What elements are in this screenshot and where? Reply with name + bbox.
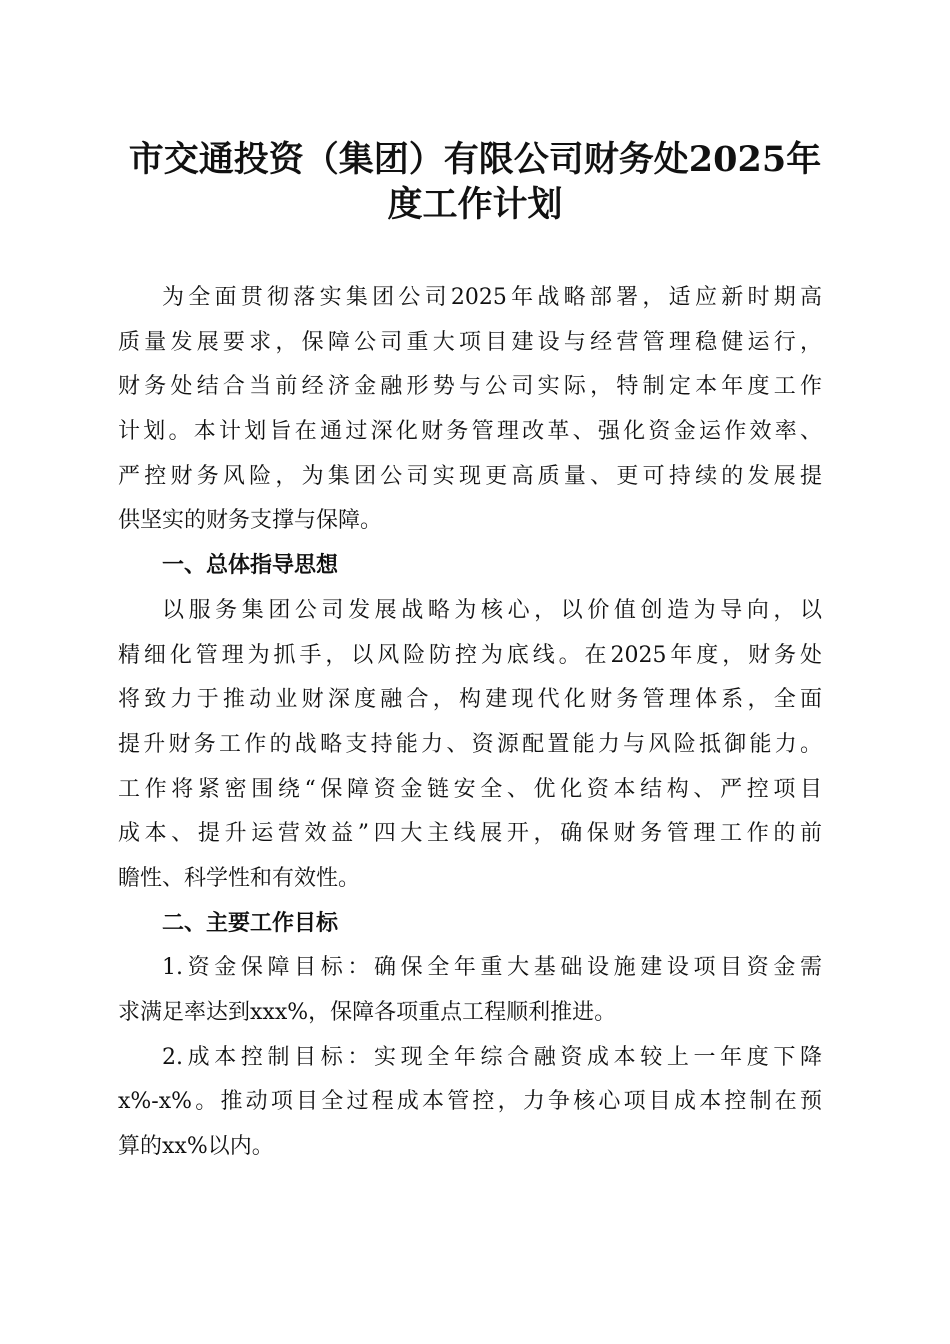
text-line: 财务处结合当前经济金融形势与公司实际，特制定本年度工作 [118, 374, 822, 400]
section-heading: 一、总体指导思想 [162, 553, 339, 579]
text-line: 严控财务风险，为集团公司实现更高质量、更可持续的发展提 [118, 463, 822, 489]
title-line: 度工作计划 [387, 184, 563, 225]
goal-item-1 [118, 946, 822, 1035]
text-line: 工作将紧密围绕“保障资金链安全、优化资本结构、严控项目 [118, 776, 822, 802]
text-line: 以服务集团公司发展战略为核心，以价值创造为导向，以 [162, 597, 822, 623]
text-line: 质量发展要求，保障公司重大项目建设与经营管理稳健运行， [118, 329, 822, 355]
text-line: 计划。本计划旨在通过深化财务管理改革、强化资金运作效率、 [118, 419, 822, 445]
text-line: 为全面贯彻落实集团公司2025年战略部署，适应新时期高 [162, 285, 822, 310]
text-line: 供坚实的财务支撑与保障。 [118, 508, 383, 534]
text-line: 算的xx%以内。 [118, 1134, 274, 1160]
text-line: 2.成本控制目标：实现全年综合融资成本较上一年度下降 [162, 1044, 822, 1070]
document-body [118, 276, 822, 1170]
text-line: 将致力于推动业财深度融合，构建现代化财务管理体系，全面 [118, 687, 822, 713]
section1-paragraph [118, 589, 822, 902]
goal-item-2 [118, 1036, 822, 1170]
text-line: 1.资金保障目标：确保全年重大基础设施建设项目资金需 [162, 955, 822, 981]
text-line: 成本、提升运营效益”四大主线展开，确保财务管理工作的前 [118, 821, 822, 847]
text-line: 求满足率达到xxx%，保障各项重点工程顺利推进。 [118, 1000, 617, 1025]
title-line: 市交通投资（集团）有限公司财务处2025年 [128, 139, 822, 180]
text-line: 精细化管理为抓手，以风险防控为底线。在2025年度，财务处 [118, 642, 822, 668]
document-title [0, 137, 950, 227]
text-line: 提升财务工作的战略支持能力、资源配置能力与风险抵御能力。 [118, 731, 822, 757]
text-line: x%-x%。推动项目全过程成本管控，力争核心项目成本控制在预 [118, 1089, 822, 1115]
section-heading: 二、主要工作目标 [162, 910, 339, 936]
text-line: 瞻性、科学性和有效性。 [118, 865, 361, 891]
intro-paragraph [118, 276, 822, 544]
